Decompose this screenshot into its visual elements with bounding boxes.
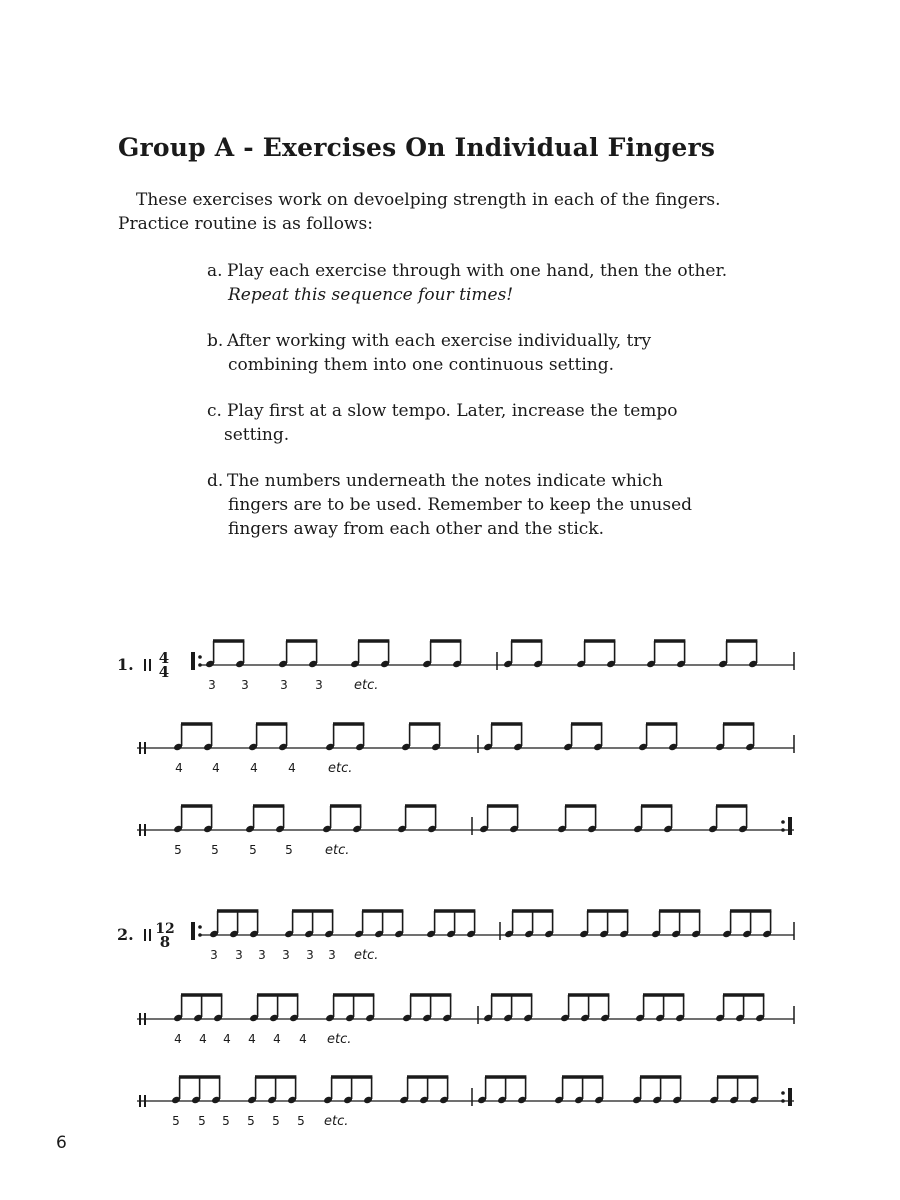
etc-label: etc. (354, 678, 379, 693)
finger-number: 4 (248, 1032, 256, 1046)
etc-label: etc. (324, 1114, 349, 1129)
finger-number: 4 (175, 761, 183, 775)
step-text: The numbers underneath the notes indicate which (227, 471, 663, 491)
exercise-number: 1. (117, 655, 134, 674)
etc-label: etc. (328, 761, 353, 776)
step-continuation-2: fingers away from each other and the stick. (228, 519, 605, 539)
intro-line-2: Practice routine is as follows: (118, 214, 373, 234)
finger-number: 5 (297, 1114, 305, 1128)
step-continuation: fingers are to be used. Remember to keep the unused (228, 495, 693, 515)
finger-number: 3 (235, 948, 243, 962)
finger-number: 5 (285, 843, 293, 857)
step-label: d. (207, 471, 224, 491)
repeat-dot (781, 828, 785, 832)
finger-number: 3 (328, 948, 336, 962)
step-text: After working with each exercise individually, try (227, 331, 652, 351)
step-text: Play each exercise through with one hand, then the other. (227, 261, 728, 281)
step-emphasis: Repeat this sequence four times! (228, 285, 514, 305)
intro-line-1: These exercises work on devoelping strength in each of the fingers. (136, 190, 721, 210)
etc-label: etc. (325, 843, 350, 858)
finger-number: 4 (199, 1032, 207, 1046)
exercise-number: 2. (117, 925, 134, 944)
finger-number: 3 (306, 948, 314, 962)
finger-number: 4 (223, 1032, 231, 1046)
finger-number: 4 (288, 761, 296, 775)
repeat-dot (781, 1099, 785, 1103)
repeat-dot (781, 820, 785, 824)
finger-number: 3 (210, 948, 218, 962)
time-signature-bottom: 8 (159, 933, 171, 951)
finger-number: 5 (272, 1114, 280, 1128)
repeat-dot (198, 655, 202, 659)
repeat-dot (198, 663, 202, 667)
step-label: c. (207, 401, 222, 421)
finger-number: 4 (212, 761, 220, 775)
step-label: a. (207, 261, 223, 281)
time-signature-bottom: 4 (158, 663, 170, 681)
finger-number: 4 (174, 1032, 182, 1046)
finger-number: 4 (273, 1032, 281, 1046)
finger-number: 3 (282, 948, 290, 962)
finger-number: 3 (208, 678, 216, 692)
finger-number: 5 (247, 1114, 255, 1128)
time-signature-top: 4 (158, 649, 170, 667)
finger-number: 5 (249, 843, 257, 857)
page-number: 6 (56, 1133, 67, 1153)
finger-number: 5 (198, 1114, 206, 1128)
finger-number: 4 (299, 1032, 307, 1046)
finger-number: 5 (174, 843, 182, 857)
page-title: Group A - Exercises On Individual Fingers (118, 133, 716, 162)
finger-number: 5 (222, 1114, 230, 1128)
repeat-dot (198, 933, 202, 937)
finger-number: 3 (258, 948, 266, 962)
finger-number: 3 (280, 678, 288, 692)
step-label: b. (207, 331, 224, 351)
etc-label: etc. (327, 1032, 352, 1047)
finger-number: 4 (250, 761, 258, 775)
finger-number: 5 (211, 843, 219, 857)
repeat-dot (198, 925, 202, 929)
step-continuation: setting. (224, 425, 290, 445)
step-text: Play first at a slow tempo. Later, increase the tempo (227, 401, 678, 421)
repeat-dot (781, 1091, 785, 1095)
step-continuation: combining them into one continuous setting. (228, 355, 614, 375)
time-signature-top: 12 (155, 921, 175, 937)
etc-label: etc. (354, 948, 379, 963)
finger-number: 3 (241, 678, 249, 692)
finger-number: 3 (315, 678, 323, 692)
finger-number: 5 (172, 1114, 180, 1128)
